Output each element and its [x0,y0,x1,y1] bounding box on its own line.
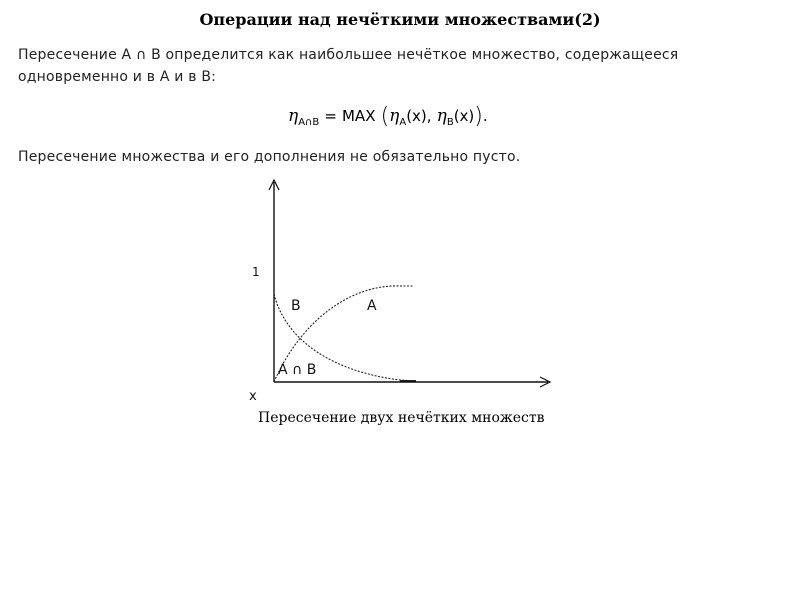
formula-lhs-symbol: η [288,106,299,126]
diagram-caption: Пересечение двух нечётких множеств [258,410,545,426]
formula-arg1-symbol: η [389,106,400,126]
slide-title: Операции над нечёткими множествами(2) [199,10,601,29]
formula-arg2-subscript: B [446,117,454,128]
formula-arg2-var: (x) [453,107,475,125]
intersection-label: A ∩ B [278,362,317,378]
curve-a-label: A [367,298,377,314]
formula-arg1-var: (x), [406,107,432,125]
x-axis-label: x [249,389,257,404]
formula-close-paren: ) [474,104,483,129]
note-paragraph: Пересечение множества и его дополнения не обязательно пусто. [18,149,521,165]
formula-arg1-subscript: A [399,117,407,128]
intersection-diagram [240,172,570,408]
formula-operator: MAX [341,107,376,125]
intro-paragraph: Пересечение A ∩ B определится как наибольшее нечёткое множество, содержащееся одновременно и в A и в B: [18,47,679,85]
curve-b-label: B [291,298,301,314]
formula-trailing: . [482,107,488,125]
formula-open-paren: ( [380,104,390,129]
formula-arg2-symbol: η [436,106,447,126]
formula-lhs-subscript: A∩B [298,117,320,128]
y-tick-one-label: 1 [252,265,260,279]
formula [288,104,488,134]
formula-equals: = [324,107,337,125]
